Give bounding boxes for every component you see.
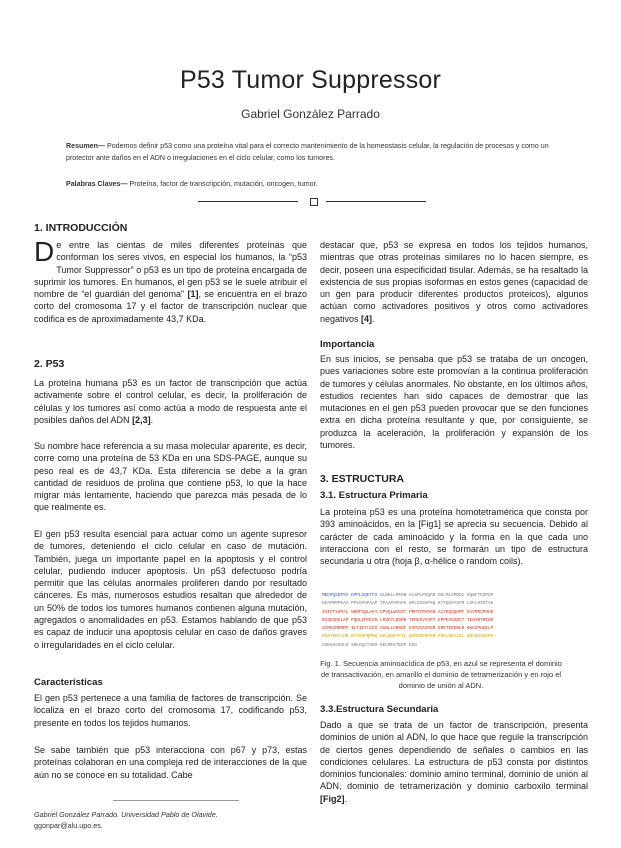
keywords-label: Palabras Claves— [66,180,128,188]
separator-square-icon [310,198,318,206]
separator-line-right [326,201,426,202]
figure-caption: Fig. 1. Secuencia aminoacídica de p53, en azul se representa el dominio de transactivación, en amarillo el dominio de tetramerización y en rojo el dominio de unión al ADN. [320,659,562,691]
amino-acid-sequence-figure [322,592,562,650]
heading-introduccion: 1. INTRODUCCIÓN [34,222,128,234]
sequence-segment: MEEPQSDPSV EPPLSQETFS [322,593,378,598]
p53-text-a: La proteína humana p53 es un factor de transcripción que actúa activamente sobre el control celular, es decir, la proliferación de células y los tumores así como actúa a modo de respuesta ante el posibles daños del ADN [34,378,307,425]
primaria-paragraph: La proteína p53 es una proteína homotetramérica que consta por 393 aminoácidos, en la [Fig1] se aprecia su secuencia. Debido al carácter de cada aminoácido y la forma en la que cada uno interacciona con el resto, se formarán un tipo de estructura secundaria u otra (hoja β, α-hélice o random coils). [320,507,588,567]
sequence-row: GSRAHSSHLK SKKGQSTSRH KKLMFKTEGP DSD [322,642,417,648]
p53-text-b: . [150,414,154,425]
intro-text-b: , se encuentra en el brazo corto del cromosoma 17 y el factor de transcripción nuclear que codifica es de aproximadamente 43,7 KDa. [34,289,307,324]
sequence-segment: DLWKLLPENN VLSPLPSQAM DDLMLSPDDI EQWFTEDPGP [377,593,494,598]
importancia-paragraph: En sus inicios, se pensaba que p53 se trataba de un oncogen, pues variaciones sobre este promovían a la continua proliferación de tumores y células anormales. No obstante, en los últimos años, estudios recientes han sido capaces de demostrar que las mutaciones en el gen p53 pueden provocar que se den funciones extra en dicha proteína resultante y que, por consiguiente, se produzca la aceleración, la proliferación y expansión de los tumores. [320,354,588,451]
sequence-row: SVTCTYSPAL NKMFCQLAKT CPVQLWVDST PPPGTRVRAM AIYKQSQHMT EVVRRCPHHE [322,609,494,615]
sequence-row: DEAPRMPEAA PPVAPAPAAP TPAAPAPAPS WPLSSSVPSQ KTYQGSYGFR LGFLHSGTAK [322,601,494,607]
p53-paragraph-2: Su nombre hace referencia a su masa molecular aparente, es decir, corre como una proteína de 53 KDa en una SDS-PAGE, aunque su peso real es de 43,7 KDa. Esta diferencia se debe a la gran cantidad de residuos de prolina que contiene p53, lo que la hace migrar más lentamente, haciendo que parezca más pesada de lo que realmente es. [34,441,307,513]
sequence-row: PGSTKRALPN NTSSSPQPKK KPLDGEYFTL QIRGRERFEM FRELNEALEL KDAQAGKEPG [322,634,494,640]
cont-text-a: destacar que, p53 se expresa en todos los tejidos humanos, mientras que otras proteínas similares no lo hacen siempre, es decir, poseen una especificidad tisular. Además, se ha resaltado la existencia de sus propias isoformas en estos genes (capacidad de un gen para producir diferentes productos proteicos), algunos actúan como activadores positivos y otros como activadores negativos [320,240,588,324]
continued-paragraph [320,239,588,325]
heading-estructura-primaria: 3.1. Estructura Primaria [320,490,428,501]
footnote-email: ggonpar@alu.upo.es. [34,821,103,830]
section-separator [198,196,430,208]
author-name: Gabriel González Parrado [241,107,380,121]
citation-2-3: [2,3] [132,414,151,425]
intro-paragraph [34,236,307,325]
paper-title: P53 Tumor Suppressor [179,66,442,94]
heading-caracteristicas: Características [34,677,103,688]
heading-importancia: Importancia [320,339,375,350]
citation-1: [1] [187,289,199,300]
citation-4: [4] [361,313,373,324]
abstract-label: Resumen— [66,142,106,150]
footnote-affiliation: Gabriel González Parrado. Universidad Pablo de Olavide. [34,810,218,819]
keywords [66,179,556,191]
dropcap: D [34,236,55,267]
footnote-rule [113,800,239,801]
abstract-text: Podemos definir p53 como una proteína vital para el correcto mantenimiento de la homeostasis celular, la regulación de procesos y como un protector ante daños en el ADN o irregulaciones en el ciclo celular, como los tumores. [66,142,549,162]
footnote [34,809,218,831]
citation-fig2: [Fig2] [320,793,345,804]
sequence-row: RCSDSDGLAP PQHLIRVEGN LRVEYLDDRN TFRHSVVVPY EPPEVGSDCT TIHYNYMCNS [322,617,494,623]
heading-p53: 2. P53 [34,358,65,370]
heading-estructura: 3. ESTRUCTURA [320,473,405,485]
caract-paragraph-1: El gen p53 pertenece a una familia de factores de transcripción. Se localiza en el brazo corto del cromosoma 17, codificando p53, presente en todos los tejidos humanos. [34,693,307,728]
cont-text-b: . [372,313,375,324]
sequence-row: SCMGGMNRRP ILTIITLEDS SGNLLGRNSF EVRVCACPGR DRRTEEENLR KKGEPHHELP [322,626,494,632]
abstract [66,141,556,164]
sec-text-b: . [344,793,348,804]
p53-paragraph-1 [34,377,307,426]
p53-paragraph-3: El gen p53 resulta esencial para actuar como un agente supresor de tumores, deteniendo el ciclo celular en caso de mutación. También, juega un importante papel en la apoptosis y el control celular, pudiendo inducer apoptosis. Un p53 defectuoso podría permitir que las células anormales proliferen dando por resultado cánceres. Es más, numerosos estudios resaltan que alrededor de un 50% de todos los tumores humanos contienen alguna mutación, agregados o anomalidades en p53. Estamos hablando de que p53 es capaz de inducir una apoptosis celular en caso de daños graves o irregularidades en el ciclo celular. [34,529,307,650]
separator-line-left [198,201,298,202]
intro-text-a: e entre las cientas de miles diferentes proteínas que conforman los seres vivos, en especial los humanos, la “p53 Tumor Suppressor” o p53 es un tipo de proteína encargada de suprimir los tumores. En humanos, el gen p53 se le suele atribuir el nombre de “el guardián del genoma” [34,240,307,300]
keywords-text: Proteína, factor de transcripción, mutación, oncogen, tumor. [127,180,318,188]
secundaria-paragraph [320,719,588,805]
sec-text-a: Dado a que se trata de un factor de transcripción, presenta dominios de unión al ADN, lo que hace que regule la transcripción de ciertos genes dependiendo de señales o cambios en las condiciones celulares. La estructura de p53 consta por distintos dominios funcionales: dominio amino terminal, dominio de unión al ADN, dominio de tetramerización y dominio carboxilo terminal [320,720,588,792]
caract-paragraph-2: Se sabe también que p53 interacciona con p67 y p73, estas proteínas colaboran en una compleja red de interacciones de la que aún no se conoce en su totalidad. Cabe [34,745,307,780]
heading-estructura-secundaria: 3.3.Estructura Secundaria [320,704,439,715]
sequence-row [322,592,562,600]
